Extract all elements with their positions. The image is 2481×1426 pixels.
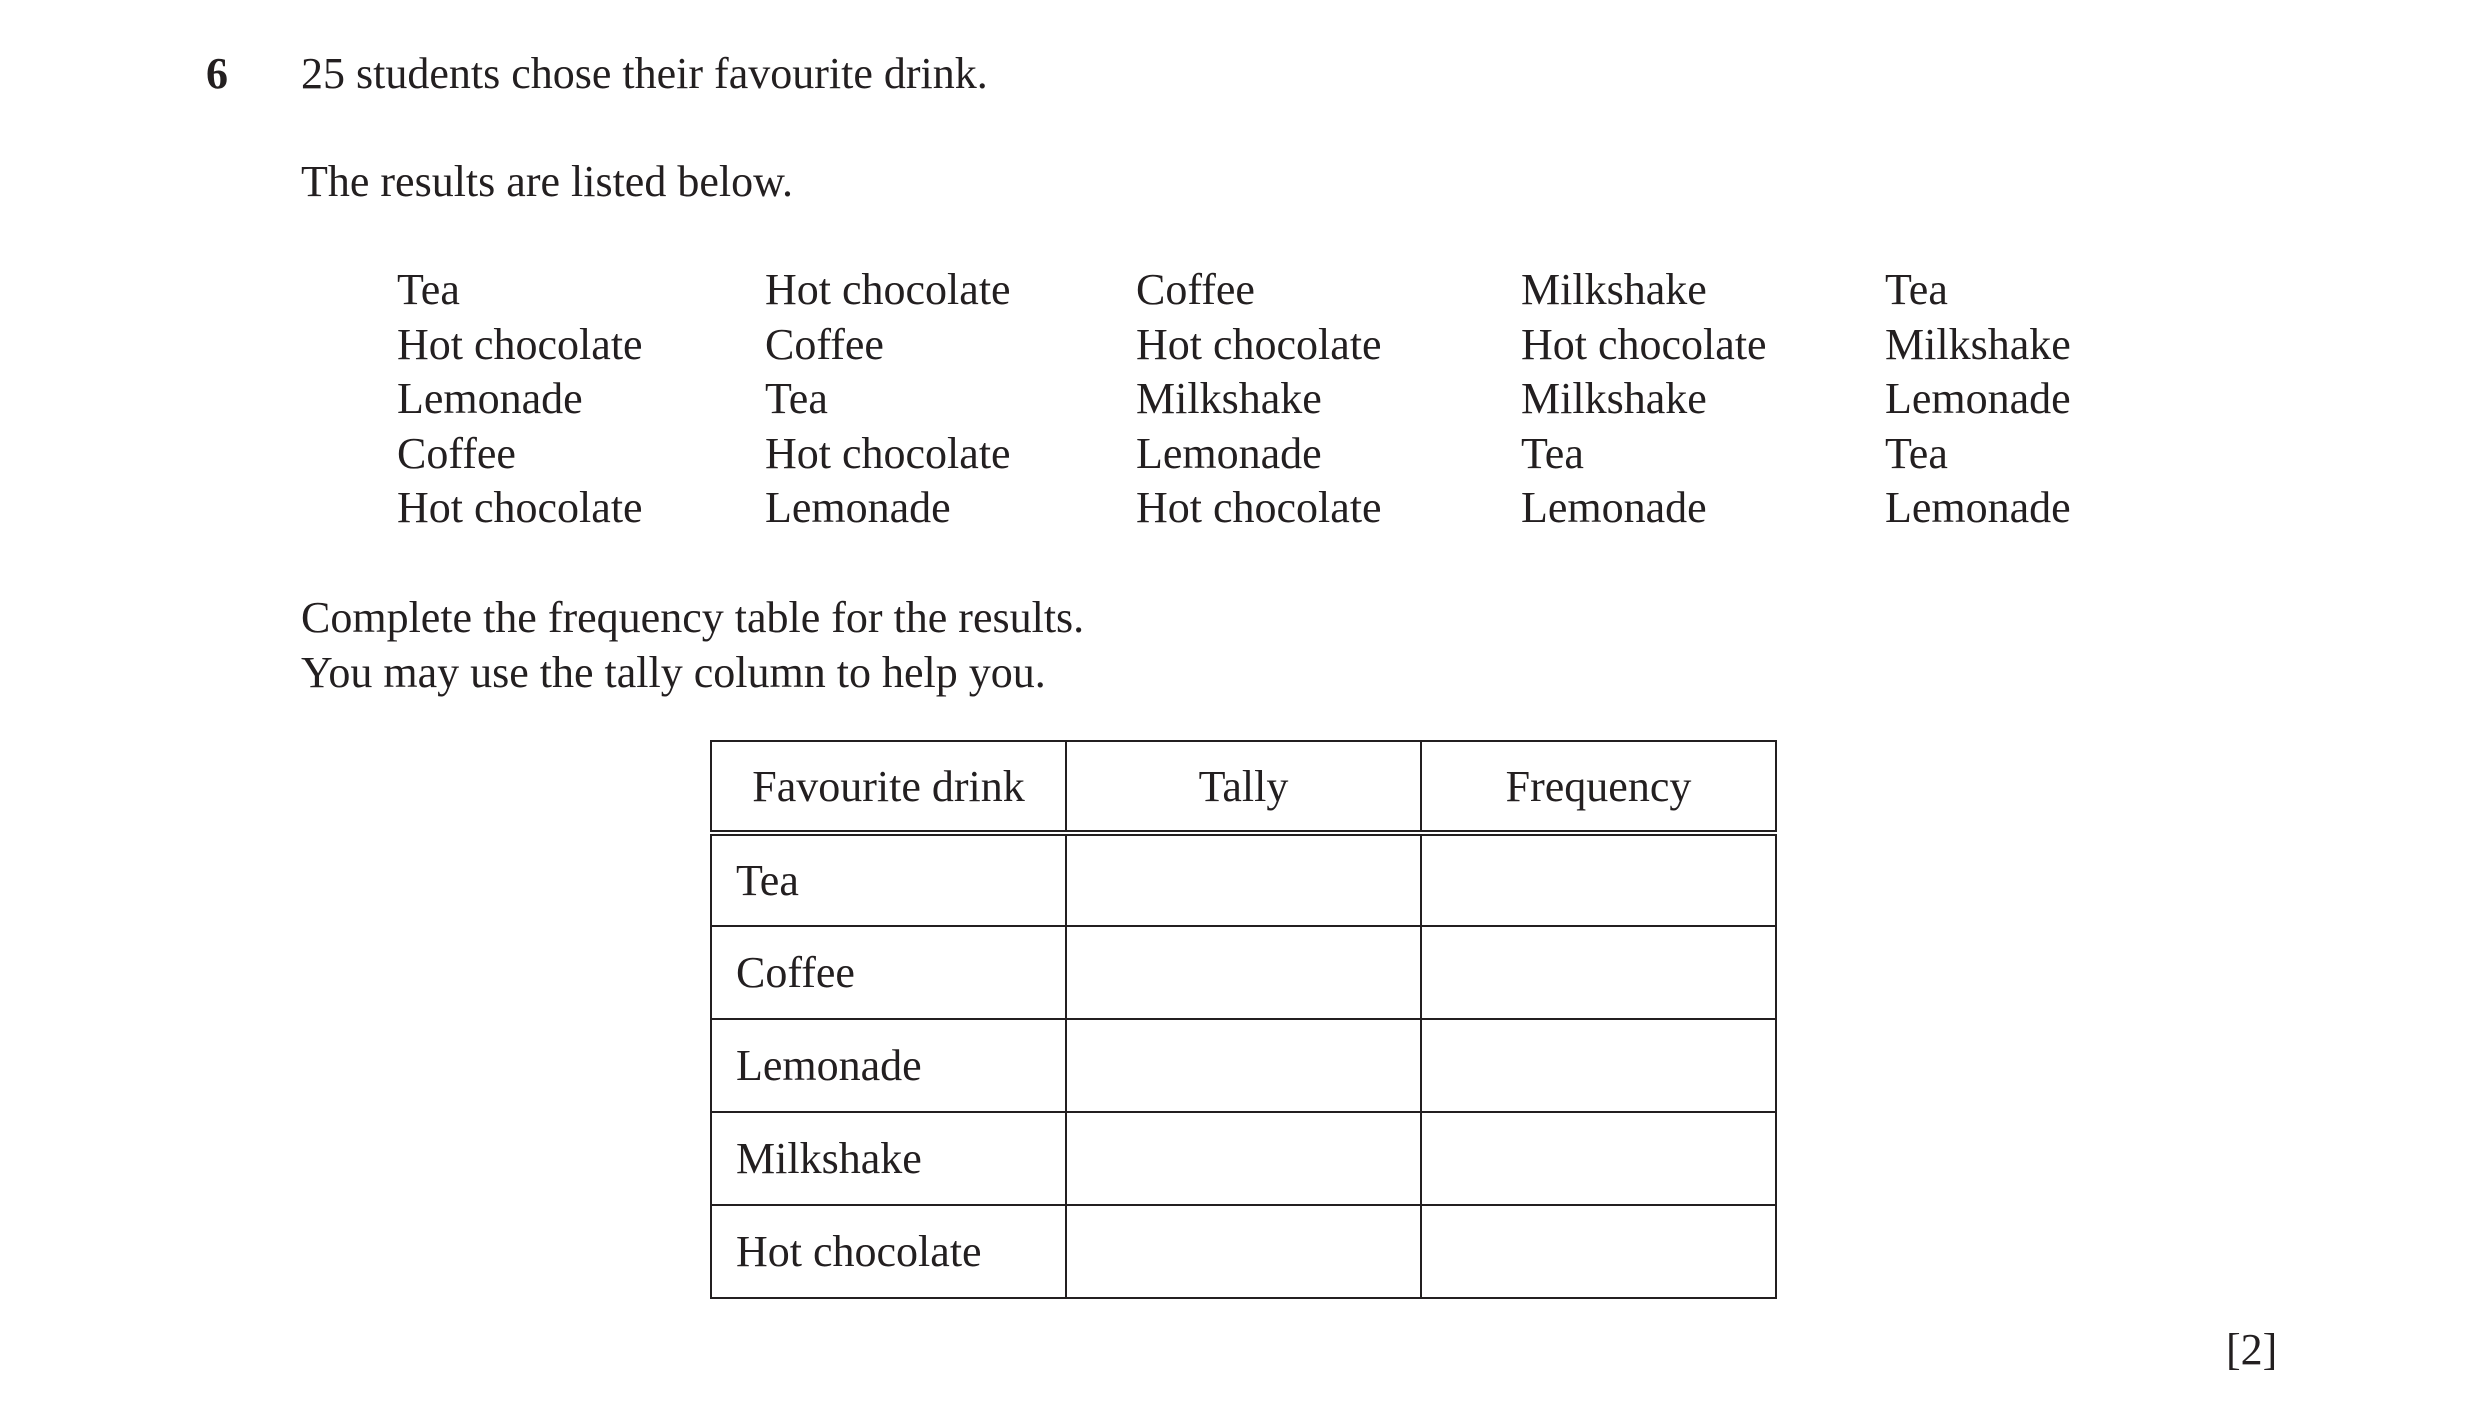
result-item: Lemonade: [1885, 374, 2071, 423]
result-item: Hot chocolate: [397, 483, 643, 532]
result-item: Hot chocolate: [397, 319, 643, 369]
result-item: Hot chocolate: [1136, 483, 1382, 532]
tally-cell[interactable]: [1066, 1019, 1421, 1112]
result-item: Milkshake: [1136, 374, 1322, 423]
result-item: Milkshake: [1885, 319, 2071, 369]
instruction-tally-help: You may use the tally column to help you.: [301, 648, 1046, 697]
tally-cell[interactable]: [1066, 1205, 1421, 1298]
tally-cell[interactable]: [1066, 833, 1421, 926]
result-item: Tea: [397, 265, 460, 314]
table-row: [711, 1205, 1776, 1298]
result-item: Lemonade: [1136, 428, 1322, 478]
frequency-table: [710, 740, 1777, 1299]
result-item: Lemonade: [1521, 483, 1707, 532]
question-number: 6: [206, 49, 228, 98]
result-item: Coffee: [1136, 265, 1255, 314]
table-row: [711, 1019, 1776, 1112]
results-intro: The results are listed below.: [301, 157, 793, 206]
result-item: Coffee: [765, 319, 884, 369]
frequency-cell[interactable]: [1421, 926, 1776, 1019]
results-column: [765, 262, 1011, 535]
results-column: [1885, 262, 2071, 535]
header-tally: Tally: [1066, 741, 1421, 833]
header-favourite-drink: Favourite drink: [711, 741, 1066, 833]
question-intro: 25 students chose their favourite drink.: [301, 49, 988, 98]
result-item: Tea: [765, 374, 828, 423]
result-item: Milkshake: [1521, 374, 1707, 423]
result-item: Tea: [1885, 428, 1948, 478]
result-item: Lemonade: [397, 374, 583, 423]
tally-cell[interactable]: [1066, 1112, 1421, 1205]
result-item: Coffee: [397, 428, 516, 478]
drink-cell: Tea: [711, 833, 1066, 926]
drink-cell: Lemonade: [711, 1019, 1066, 1112]
instruction-complete-table: Complete the frequency table for the results.: [301, 593, 1085, 642]
result-item: Tea: [1885, 265, 1948, 314]
frequency-cell[interactable]: [1421, 1019, 1776, 1112]
result-item: Lemonade: [765, 483, 951, 532]
drink-cell: Coffee: [711, 926, 1066, 1019]
table-header-row: [711, 741, 1776, 833]
result-item: Hot chocolate: [765, 265, 1011, 314]
result-item: Tea: [1521, 428, 1584, 478]
frequency-cell[interactable]: [1421, 833, 1776, 926]
drink-cell: Hot chocolate: [711, 1205, 1066, 1298]
result-item: Hot chocolate: [765, 428, 1011, 478]
table-row: [711, 926, 1776, 1019]
result-item: Hot chocolate: [1136, 319, 1382, 369]
frequency-cell[interactable]: [1421, 1112, 1776, 1205]
results-column: [397, 262, 643, 535]
drink-cell: Milkshake: [711, 1112, 1066, 1205]
results-column: [1521, 262, 1767, 535]
tally-cell[interactable]: [1066, 926, 1421, 1019]
result-item: Lemonade: [1885, 483, 2071, 532]
marks-label: [2]: [2226, 1325, 2278, 1374]
result-item: Hot chocolate: [1521, 319, 1767, 369]
results-column: [1136, 262, 1382, 535]
header-frequency: Frequency: [1421, 741, 1776, 833]
result-item: Milkshake: [1521, 265, 1707, 314]
table-row: [711, 1112, 1776, 1205]
frequency-cell[interactable]: [1421, 1205, 1776, 1298]
table-row: [711, 833, 1776, 926]
